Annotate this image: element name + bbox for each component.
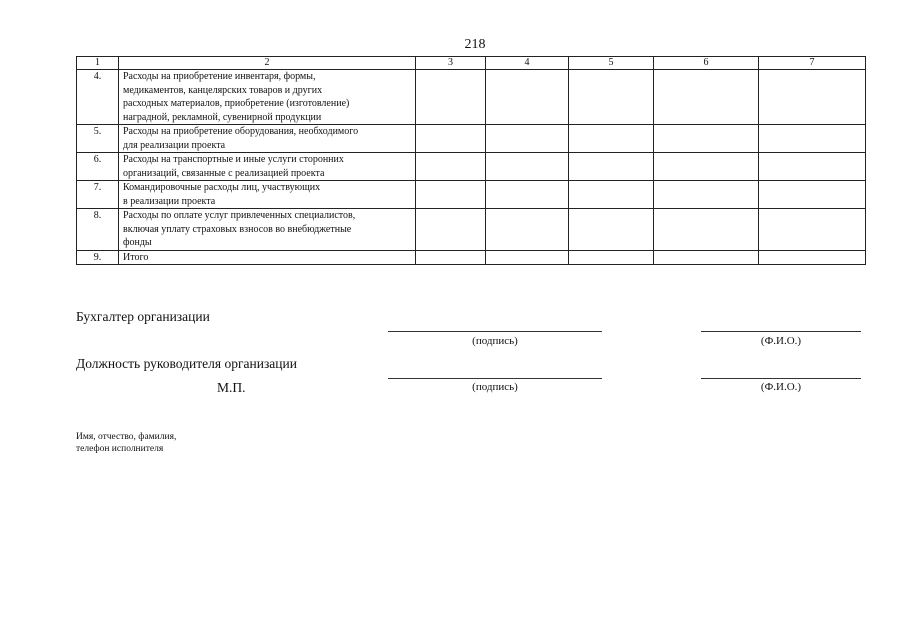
amount-cell	[486, 181, 569, 209]
amount-cell	[759, 250, 866, 265]
header-cell: 4	[486, 57, 569, 70]
header-cell: 3	[416, 57, 486, 70]
row-description	[119, 70, 416, 125]
table-row	[77, 209, 866, 251]
amount-cell	[416, 153, 486, 181]
accountant-name-line	[701, 331, 861, 332]
amount-cell	[416, 209, 486, 251]
header-cell: 2	[119, 57, 416, 70]
head-position-label: Должность руководителя организации	[76, 356, 297, 371]
amount-cell	[486, 250, 569, 265]
amount-cell	[486, 209, 569, 251]
amount-cell	[416, 250, 486, 265]
header-cell: 1	[77, 57, 119, 70]
page-number: 218	[464, 37, 486, 52]
row-number: 6.	[77, 153, 119, 181]
description-line: в реализации проекта	[123, 195, 216, 207]
amount-cell	[416, 125, 486, 153]
description-line: Командировочные расходы лиц, участвующих	[123, 182, 321, 193]
amount-cell	[654, 250, 759, 265]
signature-caption: (подпись)	[472, 381, 518, 393]
table-row	[77, 181, 866, 209]
amount-cell	[759, 153, 866, 181]
header-cell: 6	[654, 57, 759, 70]
name-caption: (Ф.И.О.)	[760, 381, 802, 393]
stamp-label: М.П.	[217, 380, 246, 395]
header-cell: 7	[759, 57, 866, 70]
amount-cell	[416, 181, 486, 209]
accountant-label: Бухгалтер организации	[76, 309, 210, 324]
row-number: 8.	[77, 209, 119, 251]
expense-table	[76, 56, 866, 265]
amount-cell	[654, 209, 759, 251]
row-description	[119, 209, 416, 251]
description-line: Расходы на приобретение оборудования, необходимого	[123, 126, 359, 137]
table-row	[77, 153, 866, 181]
row-description	[119, 181, 416, 209]
row-number: 9.	[77, 250, 119, 265]
head-signature-line	[388, 378, 602, 379]
amount-cell	[416, 70, 486, 125]
amount-cell	[759, 70, 866, 125]
row-number: 7.	[77, 181, 119, 209]
amount-cell	[654, 125, 759, 153]
amount-cell	[759, 125, 866, 153]
amount-cell	[569, 209, 654, 251]
description-line: Расходы на транспортные и иные услуги сторонних	[123, 154, 344, 165]
description-line: для реализации проекта	[123, 139, 226, 151]
amount-cell	[486, 153, 569, 181]
amount-cell	[486, 70, 569, 125]
row-number: 4.	[77, 70, 119, 125]
amount-cell	[569, 181, 654, 209]
row-description	[119, 125, 416, 153]
amount-cell	[654, 181, 759, 209]
amount-cell	[654, 70, 759, 125]
description-line: организаций, связанные с реализацией проекта	[123, 167, 325, 179]
amount-cell	[569, 125, 654, 153]
footnote-line: телефон исполнителя	[76, 444, 164, 454]
executor-footnote	[76, 431, 176, 455]
head-name-line	[701, 378, 861, 379]
amount-cell	[759, 181, 866, 209]
amount-cell	[569, 70, 654, 125]
amount-cell	[569, 250, 654, 265]
footnote-line: Имя, отчество, фамилия,	[76, 432, 177, 442]
description-line: расходных материалов, приобретение (изготовление)	[123, 98, 350, 109]
description-line: Расходы по оплате услуг привлеченных специалистов,	[123, 210, 356, 221]
description-line: фонды	[123, 237, 152, 248]
description-line: наградной, рекламной, сувенирной продукции	[123, 111, 322, 123]
accountant-signature-line	[388, 331, 602, 332]
table-row	[77, 125, 866, 153]
amount-cell	[654, 153, 759, 181]
description-line: медикаментов, канцелярских товаров и других	[123, 84, 323, 96]
table-row	[77, 70, 866, 125]
row-description	[119, 250, 416, 265]
description-line: включая уплату страховых взносов во внебюджетные	[123, 223, 352, 235]
header-row	[77, 57, 866, 70]
amount-cell	[759, 209, 866, 251]
signature-caption: (подпись)	[472, 335, 518, 347]
amount-cell	[569, 153, 654, 181]
header-cell: 5	[569, 57, 654, 70]
amount-cell	[486, 125, 569, 153]
name-caption: (Ф.И.О.)	[760, 335, 802, 347]
description-line: Расходы на приобретение инвентаря, формы,	[123, 71, 316, 82]
row-number: 5.	[77, 125, 119, 153]
row-description	[119, 153, 416, 181]
description-line: Итого	[123, 251, 149, 263]
table-row	[77, 250, 866, 265]
